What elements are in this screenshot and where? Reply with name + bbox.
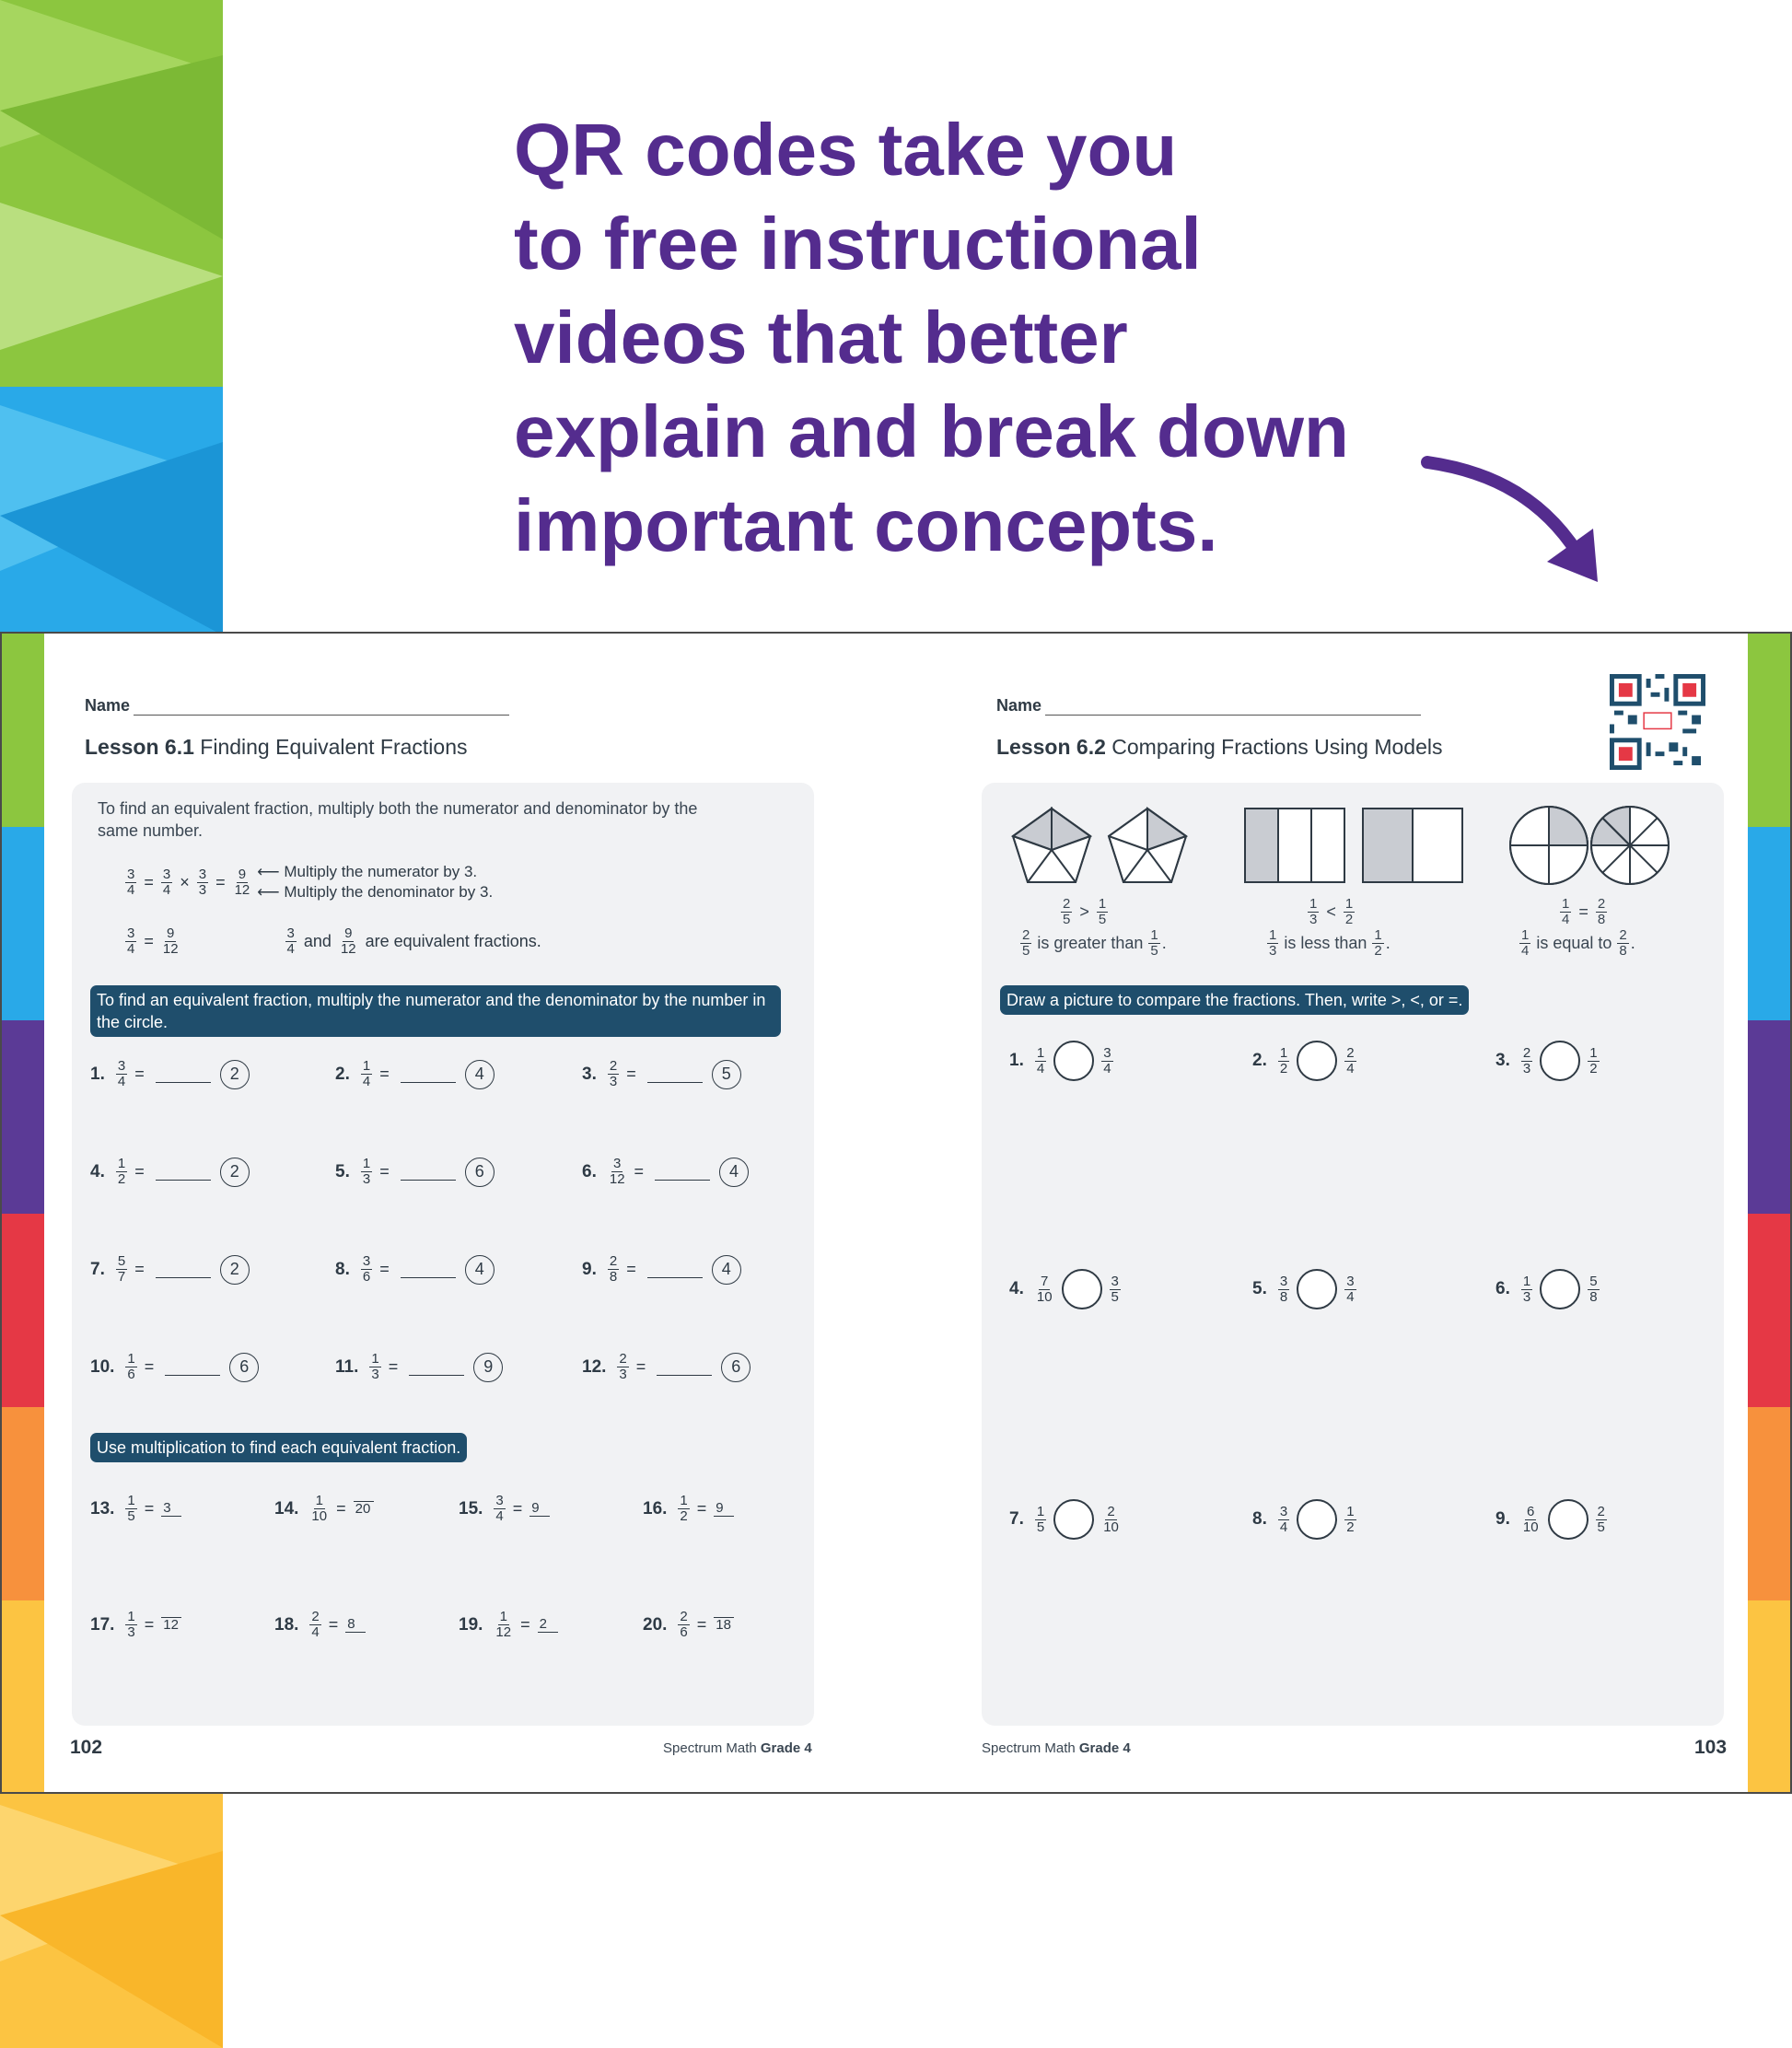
fraction: 1 4 [1036, 1044, 1045, 1076]
instruction-banner: To find an equivalent fraction, multiply the numerator and the denominator by the number in the circle. [90, 985, 781, 1037]
multiplier-circle: 6 [229, 1353, 259, 1382]
fraction: $\frac{2}{3}$ [609, 1058, 618, 1089]
instruction-banner: Draw a picture to compare the fractions. Then, write >, <, or =. [1000, 985, 1469, 1015]
fraction: $\frac{2}{3}$ [619, 1351, 627, 1382]
comparison-circle[interactable] [1062, 1269, 1102, 1309]
multiplication-problem: 14. $\frac{1}{10}$ = 20 [274, 1494, 376, 1524]
answer-fraction[interactable]: 3 [161, 1501, 181, 1517]
headline-line: QR codes take you [514, 109, 1178, 191]
fraction: $\frac{1}{2}$ [117, 1156, 126, 1187]
model-caption: 1 4 is equal to 2 8 . [1521, 927, 1635, 959]
fraction: 3 4 [1103, 1044, 1111, 1076]
answer-fraction[interactable]: 9 [714, 1501, 734, 1517]
footer: Spectrum Math Grade 4 [982, 1740, 1131, 1756]
fraction: 1 4 [1521, 927, 1530, 959]
fraction: $\frac{3}{6}$ [362, 1253, 371, 1285]
fraction: $\frac{3}{4}$ [162, 866, 171, 898]
fraction: 5 8 [1589, 1273, 1598, 1305]
headline-line: important concepts. [514, 484, 1218, 566]
multiplier-circle: 5 [712, 1060, 741, 1089]
answer-blank[interactable] [165, 1359, 220, 1376]
name-label: Name [85, 696, 131, 715]
name-field[interactable] [996, 696, 1421, 716]
compare-fractions-problem: 6. 1 3 5 8 [1495, 1269, 1601, 1309]
instruction-banner: Use multiplication to find each equivalent fraction. [90, 1433, 467, 1462]
answer-blank[interactable] [401, 1262, 456, 1278]
equivalent-fraction-problem: 5. $\frac{1}{3}$ = 6 [335, 1157, 495, 1187]
fraction: $\frac{1}{10}$ [311, 1493, 328, 1524]
fraction: 2 4 [1346, 1044, 1355, 1076]
comparison-circle[interactable] [1297, 1041, 1337, 1081]
multiplication-problem: 18. $\frac{2}{4}$ = 8 [274, 1610, 367, 1640]
fraction: $\frac{1}{6}$ [127, 1351, 135, 1382]
fraction: 7 10 [1036, 1273, 1053, 1305]
equivalent-fraction-problem: 2. $\frac{1}{4}$ = 4 [335, 1059, 495, 1089]
fraction: $\frac{3}{12}$ [609, 1156, 625, 1187]
compare-fractions-problem: 3. 2 3 1 2 [1495, 1041, 1601, 1081]
fraction: $\frac{1}{3}$ [127, 1609, 135, 1640]
multiplier-circle: 4 [712, 1255, 741, 1285]
comparison-circle[interactable] [1053, 1041, 1094, 1081]
fraction: $\frac{9}{12}$ [234, 866, 250, 898]
answer-fraction[interactable]: 2 [538, 1617, 558, 1633]
multiplication-problem: 19. $\frac{1}{12}$ = 2 [459, 1610, 560, 1640]
fraction: $\frac{3}{4}$ [117, 1058, 126, 1089]
equivalent-fraction-problem: 4. $\frac{1}{2}$ = 2 [90, 1157, 250, 1187]
multiplier-circle: 2 [220, 1255, 250, 1285]
headline [514, 103, 1435, 573]
circle-model-2-8 [1591, 807, 1669, 884]
circle-model-1-4 [1510, 807, 1588, 884]
page-edge-color-tabs [2, 634, 44, 1792]
compare-fractions-problem: 9. 6 10 2 5 [1495, 1499, 1609, 1540]
fraction: 1 2 [1344, 896, 1354, 927]
fraction: $\frac{3}{3}$ [198, 866, 207, 898]
multiplier-circle: 4 [465, 1255, 495, 1285]
fraction: $\frac{2}{8}$ [609, 1253, 618, 1285]
page-number: 103 [1694, 1737, 1728, 1758]
answer-blank[interactable] [401, 1164, 456, 1181]
multiplier-circle: 2 [220, 1060, 250, 1089]
fraction: 1 5 [1150, 927, 1158, 959]
fraction: 1 2 [1374, 927, 1382, 959]
answer-blank[interactable] [655, 1164, 710, 1181]
fraction: $\frac{2}{4}$ [311, 1609, 320, 1640]
intro-text: To find an equivalent fraction, multiply both the numerator and denominator by the same number. [98, 799, 698, 840]
pentagon-model-2-5 [1013, 809, 1090, 882]
fraction: 1 3 [1309, 896, 1318, 927]
equivalent-fraction-problem: 1. $\frac{3}{4}$ = 2 [90, 1059, 250, 1089]
lesson-number: Lesson 6.1 [85, 735, 194, 759]
headline-line: videos that better [514, 297, 1128, 378]
answer-blank[interactable] [647, 1066, 703, 1083]
fraction: $\frac{1}{5}$ [127, 1493, 135, 1524]
fraction: 1 5 [1036, 1503, 1045, 1535]
multiplication-problem: 15. $\frac{3}{4}$ = 9 [459, 1494, 552, 1524]
equivalent-fraction-problem: 10. $\frac{1}{6}$ = 6 [90, 1352, 259, 1382]
equivalent-fraction-problem: 12. $\frac{2}{3}$ = 6 [582, 1352, 751, 1382]
equivalent-example: $\frac{3}{4}$ = $\frac{9}{12}$ 3 4 and 9 12 are equivalent fractions. [127, 925, 541, 957]
comparison-circle[interactable] [1540, 1041, 1580, 1081]
pentagon-model-1-5 [1109, 809, 1186, 882]
fraction: $\frac{5}{7}$ [117, 1253, 126, 1285]
answer-fraction[interactable]: 9 [529, 1501, 550, 1517]
answer-blank[interactable] [156, 1066, 211, 1083]
fraction: 2 10 [1103, 1503, 1119, 1535]
answer-blank[interactable] [657, 1359, 712, 1376]
equivalent-fraction-problem: 8. $\frac{3}{6}$ = 4 [335, 1254, 495, 1285]
answer-fraction[interactable]: 12 [161, 1617, 181, 1633]
model-comparison: 1 3 < 1 2 [1309, 896, 1354, 927]
model-caption: 2 5 is greater than 1 5 . [1022, 927, 1167, 959]
name-label: Name [996, 696, 1042, 715]
fraction: 2 5 [1597, 1503, 1605, 1535]
page-edge-color-tabs [1748, 634, 1790, 1792]
fraction: $\frac{1}{12}$ [495, 1609, 512, 1640]
multiplication-problem: 16. $\frac{1}{2}$ = 9 [643, 1494, 736, 1524]
multiplier-circle: 4 [465, 1060, 495, 1089]
equivalent-fraction-problem: 6. $\frac{3}{12}$ = 4 [582, 1157, 749, 1187]
name-line[interactable] [134, 701, 509, 716]
lesson-heading [996, 735, 1442, 760]
comparison-circle[interactable] [1540, 1269, 1580, 1309]
comparison-circle[interactable] [1297, 1269, 1337, 1309]
name-field[interactable] [85, 696, 509, 716]
fraction: $\frac{1}{2}$ [680, 1493, 688, 1524]
multiplier-circle: 2 [220, 1158, 250, 1187]
fraction: $\frac{1}{3}$ [371, 1351, 379, 1382]
right-page [960, 634, 1751, 1792]
compare-fractions-problem: 1. 1 4 3 4 [1009, 1041, 1115, 1081]
answer-blank[interactable] [409, 1359, 464, 1376]
fraction: $\frac{3}{4}$ [127, 866, 135, 898]
rectangle-model-1-3 [1245, 809, 1344, 882]
fraction: 6 10 [1522, 1503, 1539, 1535]
answer-fraction[interactable]: 20 [354, 1501, 374, 1517]
answer-blank[interactable] [156, 1262, 211, 1278]
model-caption: 1 3 is less than 1 2 . [1269, 927, 1391, 959]
lesson-card [72, 783, 814, 1726]
comparison-circle[interactable] [1053, 1499, 1094, 1540]
footer: Spectrum Math Grade 4 [663, 1740, 812, 1756]
answer-fraction[interactable]: 18 [714, 1617, 734, 1633]
fraction: 3 4 [1346, 1273, 1355, 1305]
fraction: $\frac{1}{3}$ [362, 1156, 371, 1187]
headline-line: explain and break down [514, 390, 1349, 472]
compare-fractions-problem: 7. 1 5 2 10 [1009, 1499, 1123, 1540]
lesson-number: Lesson 6.2 [996, 735, 1106, 759]
answer-blank[interactable] [156, 1164, 211, 1181]
name-line[interactable] [1045, 701, 1421, 716]
lesson-title: Finding Equivalent Fractions [200, 735, 468, 759]
fraction-models [1009, 801, 1672, 890]
equivalent-fraction-problem: 3. $\frac{2}{3}$ = 5 [582, 1059, 741, 1089]
arrow-icon [1409, 444, 1612, 591]
fraction: $\frac{2}{6}$ [680, 1609, 688, 1640]
left-page [44, 634, 896, 1792]
fraction: 3 4 [1279, 1503, 1288, 1535]
multiplier-circle: 6 [465, 1158, 495, 1187]
fraction: $\frac{1}{4}$ [362, 1058, 371, 1089]
example-equation: $\frac{3}{4}$ = $\frac{3}{4}$ × $\frac{3}{3}$ = $\frac{9}{12}$ ⟵ Multiply the numerator by 3. ⟵ Multiply the denominator by 3. [127, 863, 494, 901]
note-denominator: ⟵ Multiply the denominator by 3. [257, 883, 494, 901]
note-numerator: ⟵ Multiply the numerator by 3. [257, 863, 478, 880]
fraction: 2 3 [1522, 1044, 1531, 1076]
fraction: 2 5 [1063, 896, 1071, 927]
multiplier-circle: 9 [473, 1353, 503, 1382]
comparison-circle[interactable] [1297, 1499, 1337, 1540]
multiplier-circle: 6 [721, 1353, 751, 1382]
lesson-heading [85, 735, 468, 760]
compare-fractions-problem: 8. 3 4 1 2 [1252, 1499, 1358, 1540]
compare-fractions-problem: 2. 1 2 2 4 [1252, 1041, 1358, 1081]
multiplier-circle: 4 [719, 1158, 749, 1187]
fraction: 3 8 [1279, 1273, 1288, 1305]
equivalent-fraction-problem: 7. $\frac{5}{7}$ = 2 [90, 1254, 250, 1285]
multiplication-problem: 20. $\frac{2}{6}$ = 18 [643, 1610, 736, 1640]
headline-line: to free instructional [514, 203, 1202, 285]
model-comparison: 2 5 > 1 5 [1063, 896, 1107, 927]
equivalent-fraction-problem: 11. $\frac{1}{3}$ = 9 [335, 1352, 503, 1382]
rectangle-model-1-2 [1363, 809, 1462, 882]
fraction: 1 3 [1522, 1273, 1531, 1305]
fraction: $\frac{2}{8}$ [1597, 896, 1606, 927]
equivalent-fraction-problem: 9. $\frac{2}{8}$ = 4 [582, 1254, 741, 1285]
lesson-title: Comparing Fractions Using Models [1111, 735, 1443, 759]
answer-blank[interactable] [401, 1066, 456, 1083]
fraction: $\frac{1}{4}$ [1562, 896, 1570, 927]
multiplication-problem: 13. $\frac{1}{5}$ = 3 [90, 1494, 183, 1524]
fraction: 2 8 [1619, 927, 1627, 959]
compare-fractions-problem: 4. 7 10 3 5 [1009, 1269, 1123, 1309]
compare-fractions-problem: 5. 3 8 3 4 [1252, 1269, 1358, 1309]
page-number: 102 [70, 1737, 103, 1758]
fraction: 2 5 [1022, 927, 1030, 959]
fraction: 1 5 [1098, 896, 1107, 927]
workbook-spread [0, 632, 1792, 1794]
fraction: 3 5 [1111, 1273, 1119, 1305]
answer-fraction[interactable]: 8 [345, 1617, 366, 1633]
comparison-circle[interactable] [1548, 1499, 1588, 1540]
multiplication-problem: 17. $\frac{1}{3}$ = 12 [90, 1610, 183, 1640]
lesson-card [982, 783, 1724, 1726]
fraction: 1 2 [1589, 1044, 1598, 1076]
fraction: 1 2 [1346, 1503, 1355, 1535]
qr-code-icon[interactable] [1610, 674, 1705, 770]
model-comparison: $\frac{1}{4}$ = $\frac{2}{8}$ [1562, 896, 1606, 927]
answer-blank[interactable] [647, 1262, 703, 1278]
fraction: 1 2 [1279, 1044, 1288, 1076]
fraction: $\frac{3}{4}$ [495, 1493, 504, 1524]
fraction: 1 3 [1269, 927, 1277, 959]
